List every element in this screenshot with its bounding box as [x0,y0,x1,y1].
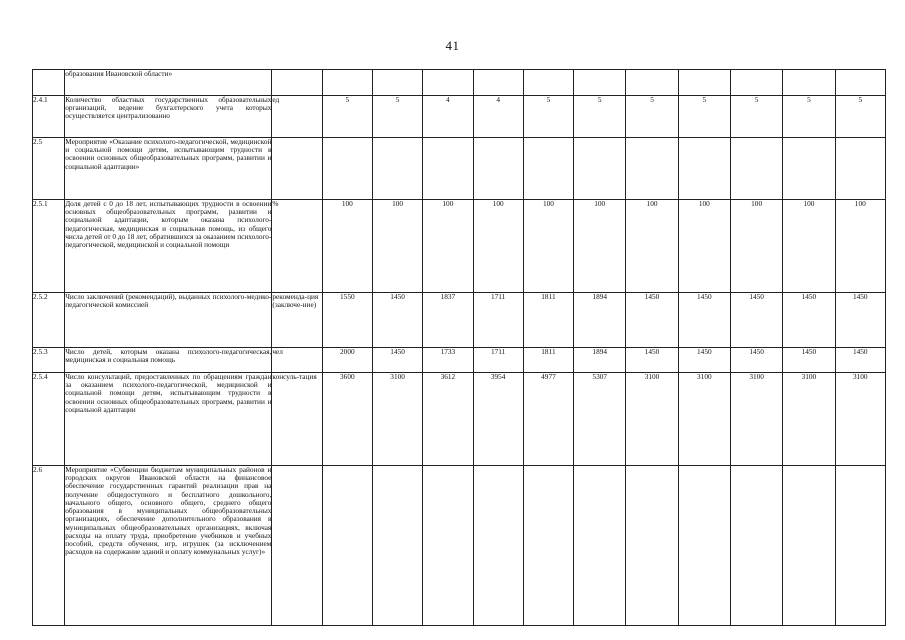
value-cell: 1450 [626,293,678,348]
unit-of-measure: чел [272,348,322,373]
value-cell [678,70,730,96]
value-cell: 1811 [523,348,573,373]
value-cell [835,466,885,626]
value-cell: 100 [626,200,678,293]
unit-of-measure: рекоменда-ция (заключе-ние) [272,293,322,348]
value-cell: 4977 [523,373,573,466]
indicator-description: образования Ивановской области» [65,70,272,96]
value-cell: 5 [372,96,422,138]
value-cell: 5 [574,96,626,138]
row-number: 2.4.1 [33,96,65,138]
value-cell: 1811 [523,293,573,348]
value-cell: 5 [523,96,573,138]
row-number [33,70,65,96]
value-cell [783,70,835,96]
indicator-description: Мероприятие «Субвенции бюджетам муниципальных районов и городских округов Ивановской области на финансовое обеспечение государственных гарантий реализации прав на получение общедоступного и бесплатного дошкольного, начального общего, основного общего, среднего общего образования в муниципальных общеобразовательных организациях, обеспечение дополнительного образования в муниципальных общеобразовательных организациях, включая расходы на оплату труда, приобретение учебников и учебных пособий, средств обучения, игр, игрушек (за исключением расходов на содержание зданий и оплату коммунальных услуг)» [65,466,272,626]
table-row [33,293,886,348]
value-cell: 1733 [423,348,473,373]
value-cell [626,466,678,626]
value-cell: 1894 [574,348,626,373]
unit-of-measure [272,70,322,96]
value-cell: 3100 [372,373,422,466]
value-cell [574,466,626,626]
row-number: 2.5.4 [33,373,65,466]
value-cell: 3600 [322,373,372,466]
value-cell: 5 [730,96,782,138]
page-number: 41 [445,38,460,53]
value-cell: 100 [322,200,372,293]
value-cell: 3100 [835,373,885,466]
unit-of-measure [272,466,322,626]
value-cell: 3100 [730,373,782,466]
value-cell: 1450 [835,348,885,373]
value-cell [372,138,422,200]
indicator-description: Число заключений (рекомендаций), выданных психолого-медико-педагогической комиссией [65,293,272,348]
value-cell [322,70,372,96]
value-cell [523,138,573,200]
value-cell: 4 [473,96,523,138]
value-cell [678,138,730,200]
row-number: 2.6 [33,466,65,626]
value-cell: 100 [678,200,730,293]
value-cell: 1450 [783,293,835,348]
value-cell [730,70,782,96]
value-cell [730,466,782,626]
value-cell [574,70,626,96]
value-cell [423,466,473,626]
value-cell [473,138,523,200]
table-row [33,138,886,200]
value-cell: 3100 [783,373,835,466]
value-cell [730,138,782,200]
value-cell: 100 [423,200,473,293]
value-cell: 100 [783,200,835,293]
table-row [33,466,886,626]
value-cell: 2000 [322,348,372,373]
value-cell: 1450 [678,348,730,373]
value-cell: 3612 [423,373,473,466]
table-row [33,348,886,373]
indicator-description: Количество областных государственных образовательных организаций, ведение бухгалтерского учета которых осуществляется централизованно [65,96,272,138]
value-cell [574,138,626,200]
indicator-description: Число консультаций, предоставленных по обращениям граждан за оказанием психолого-педагогической, медицинской и социальной помощи детям, испытывающим трудности в освоении основных общеобразовательных программ, развитии и социальной адаптации [65,373,272,466]
indicator-description: Число детей, которым оказана психолого-педагогическая, медицинская и социальная помощь [65,348,272,373]
value-cell: 4 [423,96,473,138]
value-cell [783,138,835,200]
value-cell [473,70,523,96]
value-cell [626,138,678,200]
indicators-table [32,69,886,626]
value-cell [678,466,730,626]
unit-of-measure: % [272,200,322,293]
value-cell [835,70,885,96]
value-cell: 5 [783,96,835,138]
indicator-description: Мероприятие «Оказание психолого-педагогической, медицинской и социальной помощи детям, испытывающим трудности в освоении основных общеобразовательных программ, развитии и социальной адаптации» [65,138,272,200]
value-cell: 1711 [473,293,523,348]
row-number: 2.5.2 [33,293,65,348]
value-cell [523,466,573,626]
value-cell [783,466,835,626]
value-cell: 1450 [730,348,782,373]
table-row [33,70,886,96]
row-number: 2.5.1 [33,200,65,293]
row-number: 2.5.3 [33,348,65,373]
value-cell: 5 [678,96,730,138]
value-cell: 100 [574,200,626,293]
value-cell: 1450 [835,293,885,348]
value-cell: 1450 [678,293,730,348]
value-cell: 1450 [626,348,678,373]
table-row [33,96,886,138]
value-cell: 5 [322,96,372,138]
value-cell [372,70,422,96]
unit-of-measure [272,138,322,200]
value-cell [372,466,422,626]
value-cell [523,70,573,96]
value-cell [322,466,372,626]
value-cell: 1450 [730,293,782,348]
value-cell [322,138,372,200]
indicator-description: Доля детей с 0 до 18 лет, испытывающих трудности в освоении основных общеобразовательных программ, развитии и социальной адаптации, которым оказана психолого-педагогическая, медицинская и социальная помощь, из общего числа детей от 0 до 18 лет, обратившихся за оказанием психолого-педагогической, медицинской и социальной помощи [65,200,272,293]
unit-of-measure: ед [272,96,322,138]
value-cell: 5 [626,96,678,138]
value-cell: 5 [835,96,885,138]
value-cell: 100 [730,200,782,293]
unit-of-measure: консуль-тация [272,373,322,466]
value-cell: 3100 [626,373,678,466]
value-cell [423,138,473,200]
table-row [33,200,886,293]
value-cell: 100 [473,200,523,293]
value-cell [835,138,885,200]
value-cell: 3100 [678,373,730,466]
value-cell [423,70,473,96]
value-cell: 1450 [783,348,835,373]
row-number: 2.5 [33,138,65,200]
value-cell: 100 [372,200,422,293]
value-cell: 1837 [423,293,473,348]
value-cell: 1711 [473,348,523,373]
value-cell: 100 [835,200,885,293]
value-cell [473,466,523,626]
value-cell: 3954 [473,373,523,466]
value-cell [626,70,678,96]
value-cell: 100 [523,200,573,293]
value-cell: 1550 [322,293,372,348]
value-cell: 1450 [372,293,422,348]
value-cell: 5307 [574,373,626,466]
value-cell: 1894 [574,293,626,348]
value-cell: 1450 [372,348,422,373]
table-row [33,373,886,466]
